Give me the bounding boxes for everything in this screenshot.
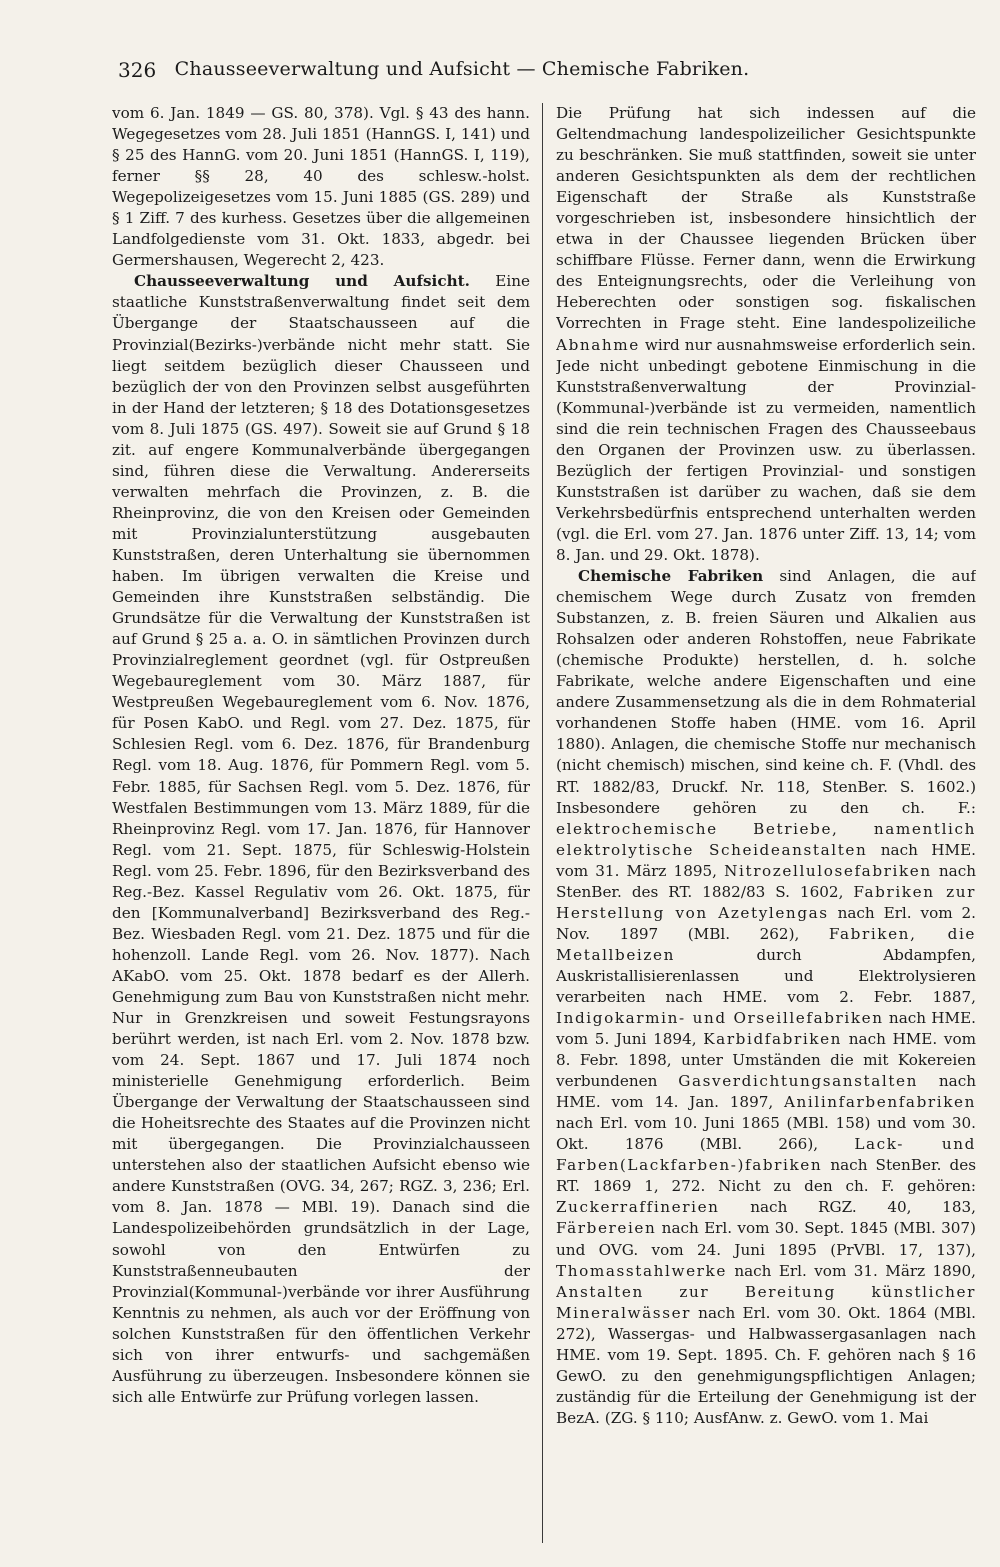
spaced-term-12: Thomasstahlwerke [556,1261,727,1280]
running-head: Chausseeverwaltung und Aufsicht — Chemische Fabriken. [174,58,750,80]
right-column [556,103,976,1543]
text-after-term-4: durch Abdampfen, Auskristallisierenlassen und Elektrolysieren verarbeiten nach HME. vom 2. Febr. 1887, [556,945,976,1006]
spaced-term-5: Indigokarmin- und Orseillefabriken [556,1009,884,1028]
page-number: 326 [118,58,157,82]
spaced-term-7: Gasverdichtungsanstalten [678,1072,919,1091]
spaced-term-2: Nitrozellulosefabriken [724,861,932,880]
spaced-term-9: Lack- und Farben(Lackfarben-)fabriken [556,1135,976,1175]
right-paragraph-2-text-a: sind Anlagen, die auf chemischem Wege durch Zusatz von fremden Substanzen, z. B. freien Säuren und Alkalien aus Rohsalzen oder anderen Rohstoffen, neue Fabrikate (chemische Produkte) herstellen, d. h. solche Fabrikate, welche andere Eigenschaften und eine andere Zusammensetzung als die in dem Rohmaterial vorhandenen Stoffe haben (HME. vom 16. April 1880). Anlagen, die chemische Stoffe nur mechanisch (nicht chemisch) mischen, sind keine ch. F. (Vhdl. des RT. 1882/83, Druckf. Nr. 118, StenBer. S. 1602.) Insbesondere gehören zu den ch. F.: [556,567,976,817]
column-divider [542,103,543,1543]
right-paragraph-2 [556,566,976,1429]
spaced-term-3: Fabriken zur Herstellung von Azetylengas [556,882,976,922]
text-after-term-9: nach StenBer. des RT. 1869 1, 272. Nicht zu den ch. F. gehören: [556,1156,976,1196]
spaced-term-abnahme: Abnahme [556,335,640,354]
right-paragraph-1 [556,103,976,566]
spaced-term-6: Karbidfabriken [703,1030,843,1049]
spaced-term-1: elektrochemische Betriebe, namentlich elektrolytische Scheideanstalten [556,819,976,859]
text-after-term-2: nach StenBer. des RT. 1882/83 S. 1602, [556,861,976,901]
left-column [112,103,530,1543]
left-paragraph-2-body: Eine staatliche Kunststraßenverwaltung findet seit dem Übergange der Staatschausseen auf die Provinzial(Bezirks-)verbände nicht mehr statt. Sie liegt seitdem bezüglich dieser Chausseen und bezüglich der von den Provinzen selbst ausgeführten in der Hand der letzteren; § 18 des Dotationsgesetzes vom 8. Juli 1875 (GS. 497). Soweit sie auf Grund § 18 zit. auf engere Kommunalverbände übergegangen sind, führen diese die Verwaltung. Andererseits verwalten mehrfach die Provinzen, z. B. die Rheinprovinz, die von den Kreisen oder Gemeinden mit Provinzialunterstützung ausgebauten Kunststraßen, deren Unterhaltung sie übernommen haben. Im übrigen verwalten die Kreise und Gemeinden ihre Kunststraßen selbständig. Die Grundsätze für die Verwaltung der Kunststraßen ist auf Grund § 25 a. a. O. in sämtlichen Provinzen durch Provinzialreglement geordnet (vgl. für Ostpreußen Wegebaureglement vom 30. März 1887, für Westpreußen Wegebaureglement vom 6. Nov. 1876, für Posen KabO. und Regl. vom 27. Dez. 1875, für Schlesien Regl. vom 6. Dez. 1876, für Brandenburg Regl. vom 18. Aug. 1876, für Pommern Regl. vom 5. Febr. 1885, für Sachsen Regl. vom 5. Dez. 1876, für Westfalen Bestimmungen vom 13. März 1889, für die Rheinprovinz Regl. vom 17. Jan. 1876, für Hannover Regl. vom 21. Sept. 1875, für Schleswig-Holstein Regl. vom 25. Febr. 1896, für den Bezirksverband des Reg.-Bez. Kassel Regulativ vom 26. Okt. 1875, für den [Kommunalverband] Bezirksverband des Reg.-Bez. Wiesbaden Regl. vom 21. Dez. 1875 und für die hohenzoll. Lande Regl. vom 26. Nov. 1877). Nach AKabO. vom 25. Okt. 1878 bedarf es der Allerh. Genehmigung zum Bau von Kunststraßen nicht mehr. Nur in Grenzkreisen und soweit Festungsrayons berührt werden, ist nach Erl. vom 2. Nov. 1878 bzw. vom 24. Sept. 1867 und 17. Juli 1874 noch ministerielle Genehmigung erforderlich. Beim Übergange der Verwaltung der Staatschausseen sind die Hoheitsrechte des Staates auf die Provinzen nicht mit übergegangen. Die Provinzialchausseen unterstehen also der staatlichen Aufsicht ebenso wie andere Kunststraßen (OVG. 34, 267; RGZ. 3, 236; Erl. vom 8. Jan. 1878 — MBl. 19). Danach sind die Landespolizeibehörden grundsätzlich in der Lage, sowohl von den Entwürfen zu Kunststraßenneubauten der Provinzial(Kommunal-)verbände vor ihrer Ausführung Kenntnis zu nehmen, als auch vor der Eröffnung von solchen Kunststraßen für den öffentlichen Verkehr sich von ihrer entwurfs- und sachgemäßen Ausführung zu überzeugen. Insbesondere können sie sich alle Entwürfe zur Prüfung vorlegen lassen. [112,272,530,1406]
spaced-term-4: Fabriken, die Metallbeizen [556,924,976,964]
text-after-term-7: nach HME. vom 14. Jan. 1897, [556,1072,976,1112]
spaced-term-10: Zuckerraffinerien [556,1198,720,1217]
text-after-term-5: nach HME. vom 5. Juni 1894, [556,1009,976,1049]
text-after-term-10: nach RGZ. 40, 183, [719,1198,976,1217]
spaced-term-13: Anstalten zur Bereitung künstlicher Mineralwässer [556,1282,976,1322]
text-after-term-3: nach Erl. vom 2. Nov. 1897 (MBl. 262), [556,903,976,943]
right-paragraph-1-text-a: Die Prüfung hat sich indessen auf die Geltendmachung landespolizeilicher Gesichtspunkte zu beschränken. Sie muß stattfinden, soweit sie unter anderen Gesichtspunkten als dem der rechtlichen Eigenschaft der Straße als Kunststraße vorgeschrieben ist, insbesondere hinsichtlich der etwa in der Chaussee liegenden Brücken über schiffbare Flüsse. Ferner dann, wenn die Erwirkung des Enteignungsrechts, oder die Verleihung von Heberechten oder sonstigen sog. fiskalischen Vorrechten in Frage steht. Eine landespolizeiliche [556,104,976,333]
page-header [112,56,812,86]
spaced-term-11: Färbereien [556,1219,657,1238]
right-paragraph-1-text-b: wird nur ausnahmsweise erforderlich sein. Jede nicht unbedingt gebotene Einmischung in die Kunststraßenverwaltung der Provinzial-(Kommunal-)verbände ist zu vermeiden, namentlich sind die rein technischen Fragen des Chausseebaus den Organen der Provinzen usw. zu überlassen. Bezüglich der fertigen Provinzial- und sonstigen Kunststraßen ist darüber zu wachen, daß sie dem Verkehrsbedürfnis entsprechend unterhalten werden (vgl. die Erl. vom 27. Jan. 1876 unter Ziff. 13, 14; vom 8. Jan. und 29. Okt. 1878). [556,335,976,564]
spaced-term-8: Anilinfarbenfabriken [783,1093,976,1112]
section-heading-chausseeverwaltung: Chausseeverwaltung und Aufsicht. [134,272,470,291]
text-after-term-8: nach Erl. vom 10. Juni 1865 (MBl. 158) und vom 30. Okt. 1876 (MBl. 266), [556,1114,976,1154]
text-after-term-1: nach HME. vom 31. März 1895, [556,840,976,880]
text-after-term-12: nach Erl. vom 31. März 1890, [726,1261,976,1280]
text-after-term-6: nach HME. vom 8. Febr. 1898, unter Umständen die mit Kokereien verbundenen [556,1030,976,1091]
left-paragraph-2 [112,271,530,1408]
section-heading-chemische-fabriken: Chemische Fabriken [578,567,764,586]
text-after-term-11: nach Erl. vom 30. Sept. 1845 (MBl. 307) und OVG. vom 24. Juni 1895 (PrVBl. 17, 137), [556,1219,976,1259]
text-after-term-13: nach Erl. vom 30. Okt. 1864 (MBl. 272), Wassergas- und Halbwassergasanlagen nach HME. vom 19. Sept. 1895. Ch. F. gehören nach § 16 GewO. zu den genehmigungspflichtigen Anlagen; zuständig für die Erteilung der Genehmigung ist der BezA. (ZG. § 110; AusfAnw. z. GewO. vom 1. Mai [556,1303,976,1427]
left-paragraph-1: vom 6. Jan. 1849 — GS. 80, 378). Vgl. § 43 des hann. Wegegesetzes vom 28. Juli 1851 (HannGS. I, 141) und § 25 des HannG. vom 20. Juni 1851 (HannGS. I, 119), ferner §§ 28, 40 des schlesw.-holst. Wegepolizeigesetzes vom 15. Juni 1885 (GS. 289) und § 1 Ziff. 7 des kurhess. Gesetzes über die allgemeinen Landfolgedienste vom 31. Okt. 1833, abgedr. bei Germershausen, Wegerecht 2, 423. [112,104,530,270]
